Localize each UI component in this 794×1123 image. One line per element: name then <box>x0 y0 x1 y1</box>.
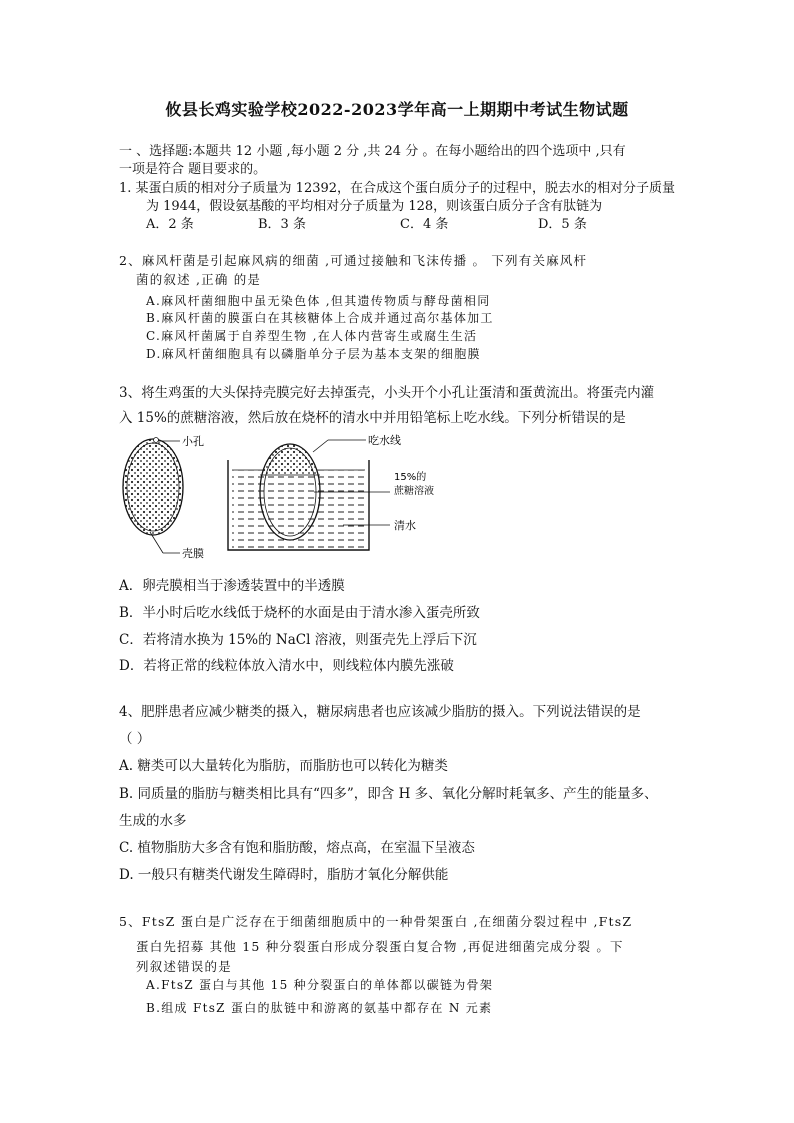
q2-option-b: B.麻风杆菌的膜蛋白在其核糖体上合成并通过高尔基体加工 <box>146 311 494 325</box>
q1-stem-line1: 1. 某蛋白质的相对分子质量为 12392，在合成这个蛋白质分子的过程中，脱去水的相对分子质量 <box>119 181 676 196</box>
q4-option-c: C. 植物脂肪大多含有饱和脂肪酸，熔点高，在室温下呈液态 <box>119 840 475 856</box>
page-title: 攸县长鸡实验学校2022-2023学年高一上期期中考试生物试题 <box>165 100 629 119</box>
q2-stem-line1: 2、麻风杆菌是引起麻风病的细菌 ,可通过接触和飞沫传播 。 下列有关麻风杆 <box>119 253 588 268</box>
q3-stem-line1: 3、将生鸡蛋的大头保持壳膜完好去掉蛋壳，小头开个小孔让蛋清和蛋黄流出。将蛋壳内灌 <box>119 385 655 401</box>
q1-option-a: A．2 条 <box>146 217 194 232</box>
q3-option-c: C．若将清水换为 15%的 NaCl 溶液，则蛋壳先上浮后下沉 <box>119 632 477 648</box>
q1-option-d: D．5 条 <box>538 217 587 232</box>
q5-stem-line3: 列叙述错误的是 <box>136 959 232 974</box>
q5-option-b: B.组成 FtsZ 蛋白的肽链中和游离的氨基中都存在 N 元素 <box>146 1001 493 1015</box>
label-shell-membrane: 壳膜 <box>182 547 204 560</box>
q4-option-a: A. 糖类可以大量转化为脂肪，而脂肪也可以转化为糖类 <box>119 758 448 774</box>
label-sucrose-line2: 蔗糖溶液 <box>394 486 434 497</box>
q4-stem: 4、肥胖患者应减少糖类的摄入，糖尿病患者也应该减少脂肪的摄入。下列说法错误的是 <box>119 704 641 720</box>
section-instructions-line1: 一 、选择题:本题共 12 小题 ,每小题 2 分 ,共 24 分 。在每小题给出的四个选项中 ,只有 <box>119 144 626 159</box>
small-hole-marker <box>154 438 159 443</box>
section-instructions-line2: 一项是符合 题目要求的。 <box>119 162 267 177</box>
osmosis-egg-figure <box>118 432 518 567</box>
q2-option-c: C.麻风杆菌属于自养型生物 ,在人体内营寄生或腐生生活 <box>146 329 478 343</box>
label-sucrose-line1: 15%的 <box>394 472 427 483</box>
label-small-hole: 小孔 <box>182 435 204 448</box>
q4-option-b-line1: B. 同质量的脂肪与糖类相比具有“四多”，即含 H 多、氧化分解时耗氧多、产生的能量多、 <box>119 786 658 802</box>
q3-option-b: B．半小时后吃水线低于烧杯的水面是由于清水渗入蛋壳所致 <box>119 605 480 621</box>
q1-option-b: B．3 条 <box>258 217 306 232</box>
egg-in-beaker <box>260 444 320 540</box>
q2-option-a: A.麻风杆菌细胞中虽无染色体 ,但其遗传物质与酵母菌相同 <box>146 294 491 308</box>
q1-option-c: C．4 条 <box>400 217 449 232</box>
q5-stem-line1: 5、FtsZ 蛋白是广泛存在于细菌细胞质中的一种骨架蛋白 ,在细菌分裂过程中 ,FtsZ <box>119 914 633 929</box>
q4-option-d: D. 一般只有糖类代谢发生障碍时，脂肪才氧化分解供能 <box>119 867 449 883</box>
beaker-diagram <box>228 433 434 550</box>
q2-stem-line2: 菌的叙述 ,正确 的是 <box>136 272 262 287</box>
q3-option-a: A．卵壳膜相当于渗透装置中的半透膜 <box>119 578 345 594</box>
q4-answer-paren: （ ） <box>119 731 151 747</box>
q3-stem-line2: 入 15%的蔗糖溶液，然后放在烧杯的清水中并用铅笔标上吃水线。下列分析错误的是 <box>119 410 626 426</box>
q5-option-a: A.FtsZ 蛋白与其他 15 种分裂蛋白的单体都以碳链为骨架 <box>146 978 494 992</box>
q3-option-d: D．若将正常的线粒体放入清水中，则线粒体内膜先涨破 <box>119 658 454 674</box>
q2-option-d: D.麻风杆菌细胞具有以磷脂单分子层为基本支架的细胞膜 <box>146 347 481 361</box>
label-waterline: 吃水线 <box>368 434 401 447</box>
label-water: 清水 <box>394 519 416 532</box>
q5-stem-line2: 蛋白先招募 其他 15 种分裂蛋白形成分裂蛋白复合物 ,再促进细菌完成分裂 。下 <box>136 939 624 954</box>
q1-stem-line2: 为 1944，假设氨基酸的平均相对分子质量为 128，则该蛋白质分子含有肽链为 <box>146 199 603 214</box>
q4-option-b-line2: 生成的水多 <box>119 813 187 829</box>
egg-left-diagram <box>123 434 204 560</box>
